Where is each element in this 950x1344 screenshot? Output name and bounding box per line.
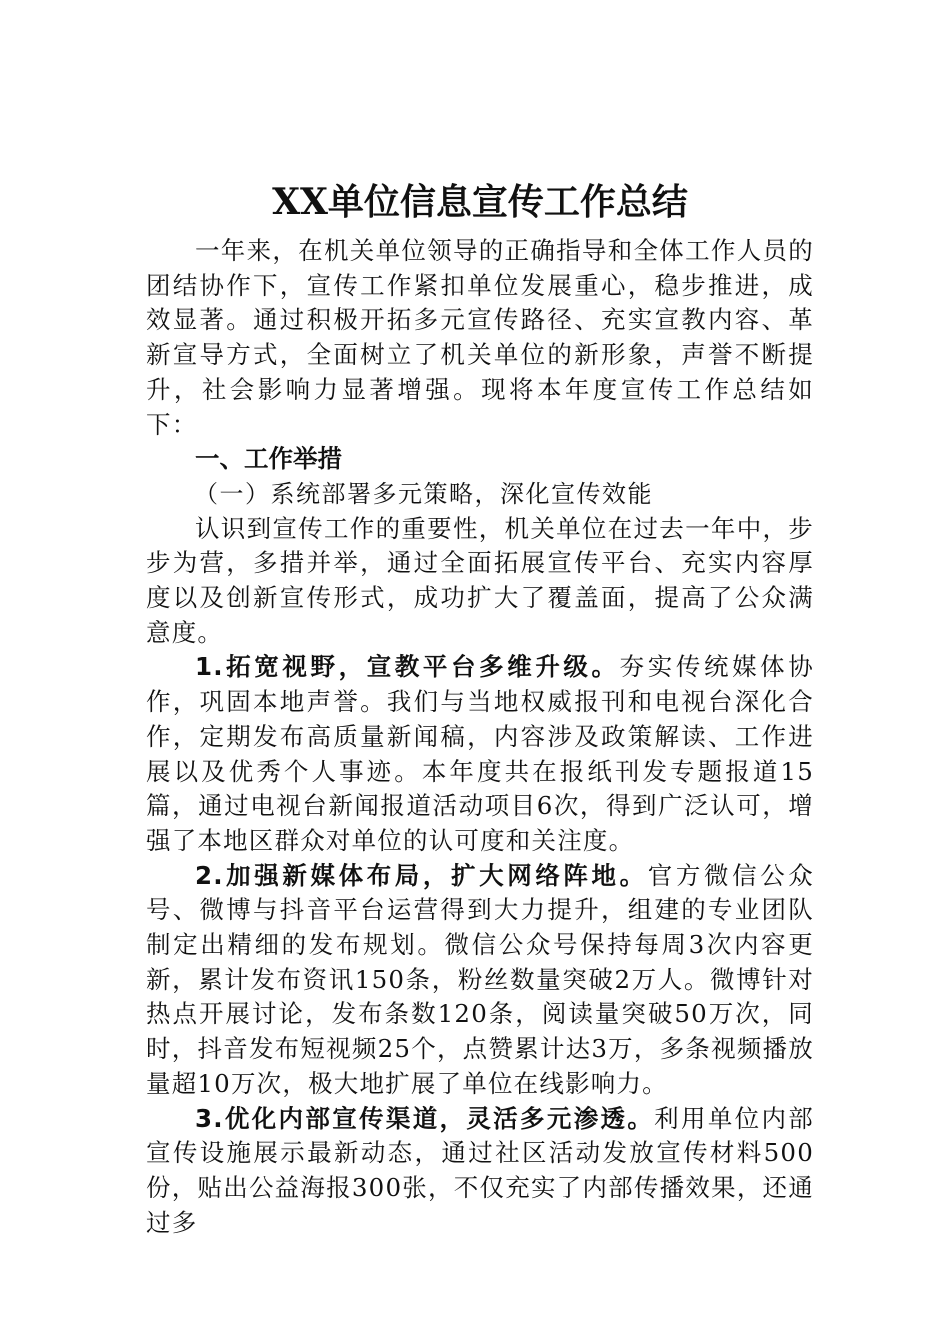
item-text: 利用单位内部宣传设施展示最新动态，通过社区活动发放宣传材料500份，贴出公益海报300张，不仅充实了内部传播效果，还通过多 [146, 1103, 815, 1237]
intro-paragraph: 一年来，在机关单位领导的正确指导和全体工作人员的团结协作下，宣传工作紧扣单位发展重心，稳步推进，成效显著。通过积极开拓多元宣传路径、充实宣教内容、革新宣导方式，全面树立了机关单位的新形象，声誉不断提升，社会影响力显著增强。现将本年度宣传工作总结如下： [146, 236, 814, 439]
subsection-heading: （一）系统部署多元策略，深化宣传效能 [194, 479, 653, 508]
section-heading: 一、工作举措 [195, 444, 342, 474]
list-item [146, 859, 814, 1102]
item-lead: 3.优化内部宣传渠道，灵活多元渗透。 [195, 1103, 655, 1133]
list-item [146, 1102, 814, 1241]
subsection-body: 认识到宣传工作的重要性，机关单位在过去一年中，步步为营，多措并举，通过全面拓展宣传平台、充实内容厚度以及创新宣传形式，成功扩大了覆盖面，提高了公众满意度。 [146, 513, 814, 647]
list-item [146, 650, 814, 858]
item-lead: 1.拓宽视野，宣教平台多维升级。 [195, 652, 620, 682]
document-page [146, 172, 814, 1240]
item-lead: 2.加强新媒体布局，扩大网络阵地。 [195, 860, 648, 890]
item-text: 夯实传统媒体协作，巩固本地声誉。我们与当地权威报刊和电视台深化合作，定期发布高质量新闻稿，内容涉及政策解读、工作进展以及优秀个人事迹。本年度共在报纸刊发专题报道15篇，通过电视台新闻报道活动项目6次，得到广泛认可，增强了本地区群众对单位的认可度和关注度。 [146, 652, 814, 855]
document-title: XX单位信息宣传工作总结 [272, 181, 688, 223]
item-text: 官方微信公众号、微博与抖音平台运营得到大力提升，组建的专业团队制定出精细的发布规划。微信公众号保持每周3次内容更新，累计发布资讯150条，粉丝数量突破2万人。微博针对热点开展讨论，发布条数120条，阅读量突破50万次，同时，抖音发布短视频25个，点赞累计达3万，多条视频播放量超10万次，极大地扩展了单位在线影响力。 [146, 860, 814, 1098]
